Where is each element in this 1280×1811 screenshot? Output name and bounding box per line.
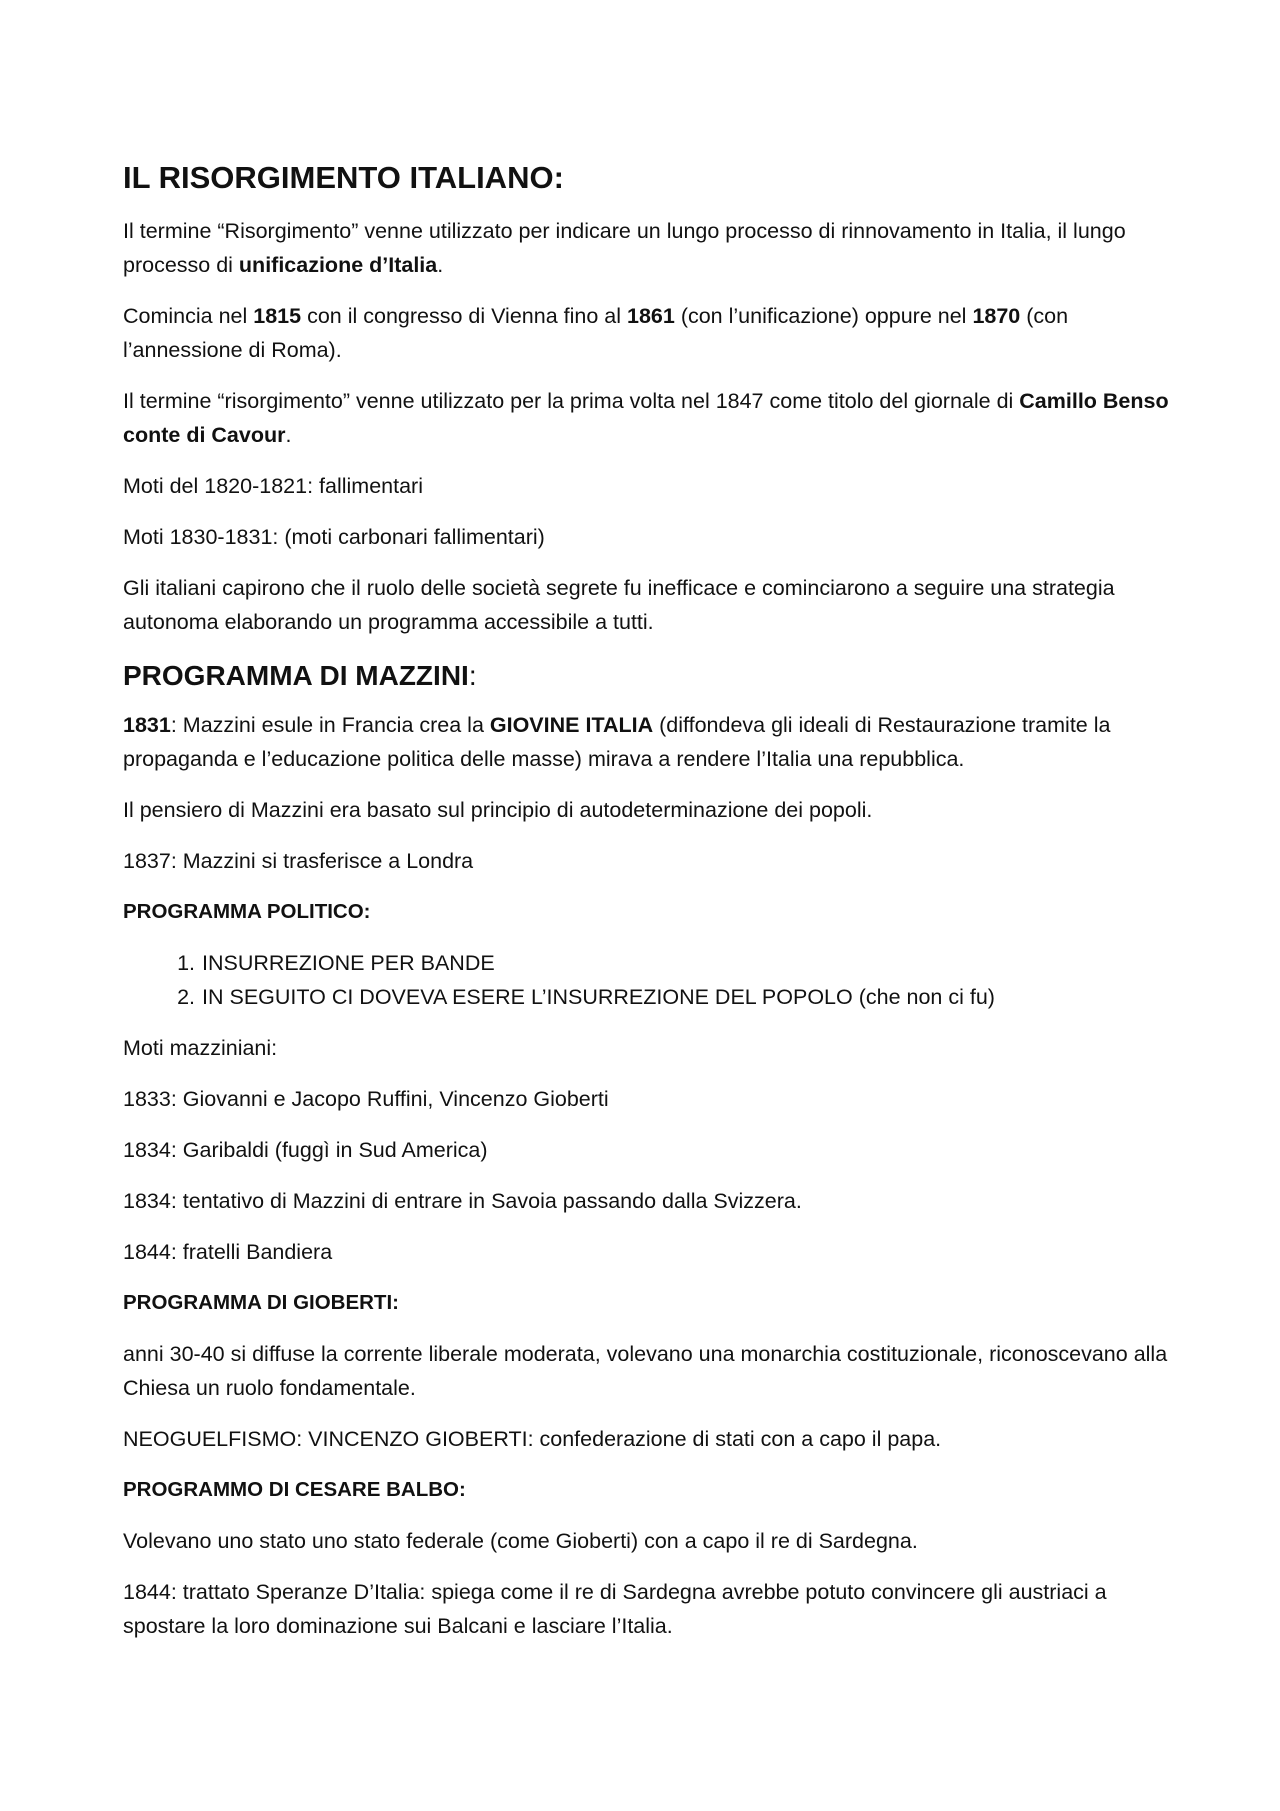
- gioberti-heading: PROGRAMMA DI GIOBERTI:: [123, 1291, 399, 1314]
- intro-text: Comincia nel: [123, 304, 254, 328]
- balbo-paragraph-2: 1844: trattato Speranze D’Italia: spiega come il re di Sardegna avrebbe potuto convincere gli austriaci a spostare la loro dominazione sui Balcani e lasciare l’Italia.: [123, 1580, 1107, 1638]
- intro-paragraph-1: [123, 214, 1173, 282]
- moti-item: 1834: tentativo di Mazzini di entrare in Savoia passando dalla Svizzera.: [123, 1189, 802, 1213]
- intro-text: .: [285, 423, 292, 447]
- intro-text: .: [437, 253, 444, 277]
- intro-text: con il congresso di Vienna fino al: [301, 304, 627, 328]
- mazzini-heading: [123, 656, 1173, 696]
- moti-mazziniani-heading: Moti mazziniani:: [123, 1036, 278, 1060]
- mazzini-paragraph-3: 1837: Mazzini si trasferisce a Londra: [123, 849, 474, 873]
- political-program-list: [123, 946, 1173, 1014]
- intro-text: (con l’unificazione) oppure nel: [674, 304, 973, 328]
- moti-item: 1834: Garibaldi (fuggì in Sud America): [123, 1138, 488, 1162]
- page-title: IL RISORGIMENTO ITALIANO:: [123, 160, 564, 195]
- intro-bold-unification: unificazione d’Italia: [238, 253, 438, 277]
- balbo-heading: PROGRAMMO DI CESARE BALBO:: [123, 1478, 466, 1501]
- mazzini-text: (diffondeva gli ideali di Restaurazione tramite la propaganda e l’educazione politica delle masse) mirava a rendere l’Italia una repubblica.: [123, 713, 1111, 771]
- year-1870: 1870: [972, 304, 1021, 328]
- mazzini-text: : Mazzini esule in Francia crea la: [170, 713, 490, 737]
- mazzini-heading-text: PROGRAMMA DI MAZZINI: [123, 660, 469, 691]
- list-item: 2. IN SEGUITO CI DOVEVA ESERE L’INSURREZIONE DEL POPOLO (che non ci fu): [201, 980, 1173, 1014]
- intro-paragraph-3: [123, 384, 1173, 452]
- giovine-italia: GIOVINE ITALIA: [489, 713, 654, 737]
- cavour-name: Camillo Benso conte di Cavour: [123, 389, 1169, 447]
- moti-item: 1833: Giovanni e Jacopo Ruffini, Vincenzo Gioberti: [123, 1087, 609, 1111]
- document-page: [123, 156, 1173, 1660]
- intro-paragraph-5: Moti 1830-1831: (moti carbonari fallimentari): [123, 525, 545, 549]
- mazzini-paragraph-2: Il pensiero di Mazzini era basato sul principio di autodeterminazione dei popoli.: [123, 798, 873, 822]
- year-1831: 1831: [123, 713, 171, 737]
- mazzini-heading-colon: :: [468, 660, 477, 691]
- political-program-heading: PROGRAMMA POLITICO:: [123, 900, 371, 923]
- intro-paragraph-6: Gli italiani capirono che il ruolo delle società segrete fu inefficace e cominciarono a seguire una strategia autonoma elaborando un programma accessibile a tutti.: [123, 576, 1115, 634]
- year-1861: 1861: [627, 304, 675, 328]
- gioberti-paragraph-1: anni 30-40 si diffuse la corrente liberale moderata, volevano una monarchia costituzionale, riconoscevano alla Chiesa un ruolo fondamentale.: [123, 1342, 1168, 1400]
- intro-text: Il termine “Risorgimento” venne utilizzato per indicare un lungo processo di rinnovamento in Italia, il lungo processo di: [123, 219, 1126, 277]
- intro-paragraph-2: [123, 299, 1173, 367]
- mazzini-paragraph-1: [123, 708, 1173, 776]
- balbo-paragraph-1: Volevano uno stato uno stato federale (come Gioberti) con a capo il re di Sardegna.: [123, 1529, 918, 1553]
- list-item: 1. INSURREZIONE PER BANDE: [201, 946, 1173, 980]
- intro-paragraph-4: Moti del 1820-1821: fallimentari: [123, 474, 423, 498]
- moti-item: 1844: fratelli Bandiera: [123, 1240, 333, 1264]
- gioberti-paragraph-2: NEOGUELFISMO: VINCENZO GIOBERTI: confederazione di stati con a capo il papa.: [123, 1427, 942, 1451]
- year-1815: 1815: [253, 304, 302, 328]
- intro-text: (con l’annessione di Roma).: [123, 304, 1069, 362]
- intro-text: Il termine “risorgimento” venne utilizzato per la prima volta nel 1847 come titolo del giornale di: [123, 389, 1020, 413]
